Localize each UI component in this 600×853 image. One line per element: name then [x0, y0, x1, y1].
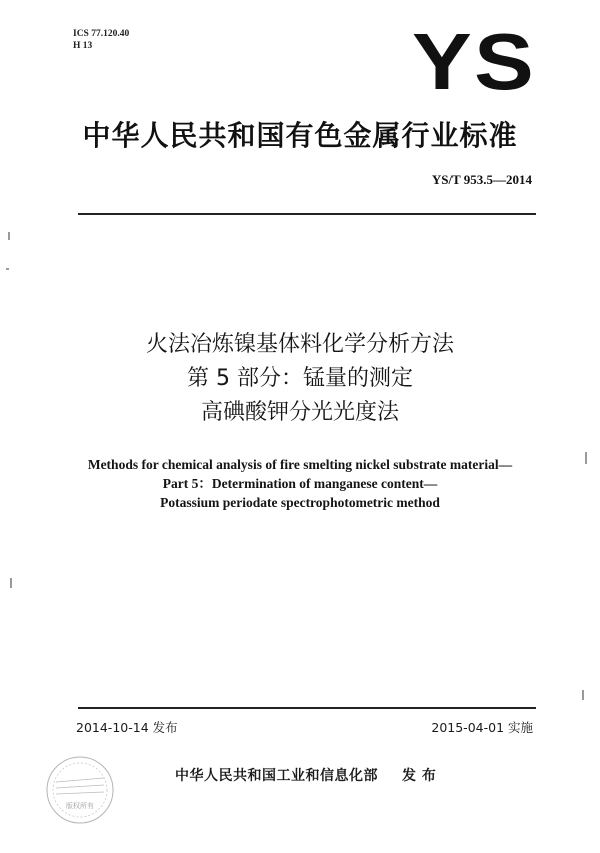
english-title-line-3: Potassium periodate spectrophotometric method: [160, 495, 440, 510]
scan-mark: [585, 452, 587, 464]
copyright-stamp-icon: [42, 752, 118, 828]
english-title-line-2: Part 5：Determination of manganese content—: [162, 476, 438, 491]
chinese-title-line-2: 第 5 部分：锰量的测定: [187, 366, 413, 391]
standard-number: YS/T 953.5—2014: [431, 172, 532, 187]
english-title-line-1: Methods for chemical analysis of fire smelting nickel substrate material—: [87, 457, 513, 472]
footer-divider: [78, 707, 536, 709]
scan-mark: [6, 268, 9, 270]
issue-date: 2014-10-14 发布: [76, 720, 178, 735]
ics-code: ICS 77.120.40: [73, 29, 130, 39]
stamp-text: 版权所有: [66, 802, 94, 810]
scan-mark: [582, 690, 584, 700]
chinese-title: [0, 328, 600, 430]
ys-logo: YS: [412, 17, 537, 106]
chinese-title-line-3: 高碘酸钾分光光度法: [200, 400, 399, 425]
issuer-action: 发 布: [402, 768, 437, 784]
chinese-title-line-1: 火法冶炼镍基体料化学分析方法: [145, 332, 454, 357]
header-divider: [78, 213, 536, 215]
issuer-name: 中华人民共和国工业和信息化部: [175, 768, 378, 784]
english-title: [0, 455, 600, 512]
effective-date: 2015-04-01 实施: [431, 720, 533, 735]
standard-category-title: 中华人民共和国有色金属行业标准: [82, 119, 518, 152]
scan-mark: [8, 232, 10, 240]
scan-mark: [10, 578, 12, 588]
ccs-code: H 13: [73, 41, 93, 51]
issuing-authority: [175, 765, 436, 785]
classification-codes: [73, 28, 129, 52]
